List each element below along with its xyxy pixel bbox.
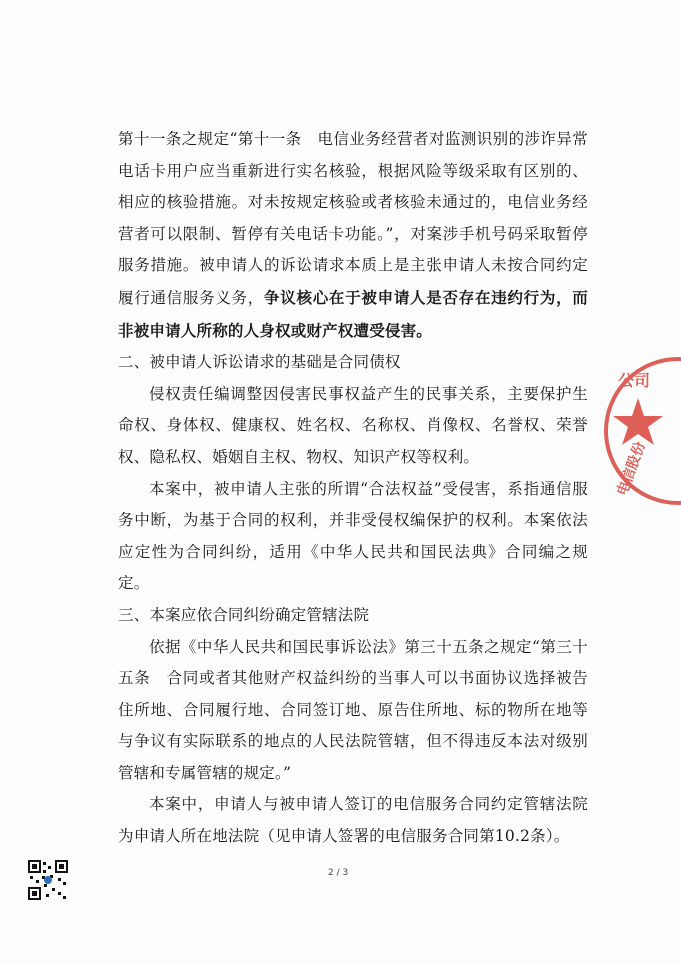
seal-text-top: 公司 — [618, 371, 651, 390]
company-seal — [598, 346, 681, 516]
paragraph-4: 本案中，被申请人主张的所谓“合法权益”受侵害，系指通信服务中断，为基于合同的权利，并非受侵权编保护的权利。本案依法应定性为合同纠纷，适用《中华人民共和国民法典》合同编之规定。 — [118, 479, 588, 593]
qr-code-icon — [28, 860, 68, 900]
paragraph-1-bold: 争议核心在于被申请人是否存在违约行为，而非被申请人所称的人身权或财产权遭受侵害。 — [118, 287, 588, 340]
page-number: 2 / 3 — [328, 868, 349, 878]
section-heading-3: 三、本案应依合同纠纷确定管辖法院 — [118, 605, 370, 624]
section-heading-2: 二、被申请人诉讼请求的基础是合同债权 — [118, 353, 401, 372]
paragraph-1: 第十一条之规定“第十一条 电信业务经营者对监测识别的涉诈异常电话卡用户应当重新进行实名核验，根据风险等级采取有区别的、相应的核验措施。对未按规定核验或者核验未通过的，电信业务经营者可以限制、暂停有关电话卡功能。”，对案涉手机号码采取暂停服务措施。被申请人的诉讼请求本质上是主张申请人未按合同约定履行通信服务义务，争议核心在于被申请人是否存在违约行为，而非被申请人所称的人身权或财产权遭受侵害。 — [118, 130, 588, 340]
document-body — [118, 124, 588, 853]
paragraph-3: 侵权责任编调整因侵害民事权益产生的民事关系，主要保护生命权、身体权、健康权、姓名权、名称权、肖像权、名誉权、荣誉权、隐私权、婚姻自主权、物权、知识产权等权利。 — [118, 384, 588, 466]
paragraph-7: 本案中，申请人与被申请人签订的电信服务合同约定管辖法院为申请人所在地法院（见申请人签署的电信服务合同第10.2条）。 — [118, 795, 588, 846]
seal-text-side: 电信股份 — [614, 439, 649, 498]
paragraph-6: 依据《中华人民共和国民事诉讼法》第三十五条之规定“第三十五条 合同或者其他财产权益纠纷的当事人可以书面协议选择被告住所地、合同履行地、合同签订地、原告住所地、标的物所在地等与争议有实际联系的地点的人民法院管辖，但不得违反本法对级别管辖和专属管辖的规定。” — [118, 637, 588, 782]
